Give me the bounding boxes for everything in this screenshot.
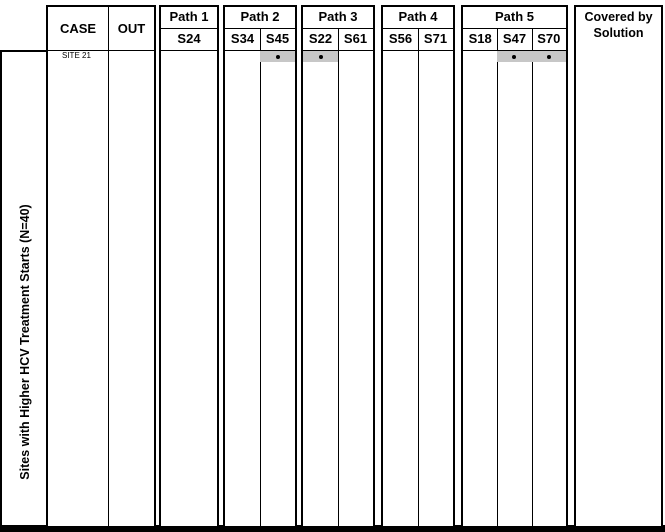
condition-header-s56: S56 xyxy=(383,28,418,48)
case-out-divider xyxy=(108,5,109,528)
condition-cell xyxy=(161,50,217,62)
condition-cell xyxy=(225,50,260,62)
condition-header-s18: S18 xyxy=(463,28,497,48)
covered-header-line1: Covered by xyxy=(584,10,653,24)
sidebar-label: Sites with Higher HCV Treatment Starts (N=40) xyxy=(18,204,32,480)
covered-panel xyxy=(574,5,663,528)
path-5-header: Path 5 xyxy=(494,9,534,24)
condition-header-s61: S61 xyxy=(338,28,373,48)
condition-header-s45: S45 xyxy=(260,28,295,48)
condition-cell xyxy=(463,50,497,62)
case-out-panel xyxy=(46,5,156,528)
membership-dot xyxy=(276,55,280,59)
membership-dot xyxy=(319,55,323,59)
condition-divider xyxy=(338,28,339,528)
condition-cell xyxy=(497,50,531,62)
path-5-panel xyxy=(461,5,568,528)
condition-header-s24: S24 xyxy=(161,28,217,48)
path-3-header: Path 3 xyxy=(318,9,358,24)
table-row-site-label: SITE 21 xyxy=(48,50,108,62)
covered-header-line2: Solution xyxy=(593,26,644,40)
condition-header-s70: S70 xyxy=(532,28,566,48)
path-1-panel xyxy=(159,5,219,528)
condition-header-s22: S22 xyxy=(303,28,338,48)
condition-cell xyxy=(383,50,418,62)
condition-cell xyxy=(303,50,338,62)
sidebar-panel xyxy=(0,50,46,528)
membership-dot xyxy=(547,55,551,59)
condition-header-s71: S71 xyxy=(418,28,453,48)
case-header: CASE xyxy=(59,20,97,36)
condition-cell xyxy=(260,50,295,62)
condition-divider xyxy=(418,28,419,528)
path-2-header: Path 2 xyxy=(240,9,280,24)
condition-cell xyxy=(532,50,566,62)
outcome-cell xyxy=(109,50,154,62)
path-4-header: Path 4 xyxy=(398,9,438,24)
out-header: OUT xyxy=(117,20,146,36)
condition-header-s34: S34 xyxy=(225,28,260,48)
condition-divider xyxy=(532,28,533,528)
path-1-header: Path 1 xyxy=(169,9,209,24)
condition-cell xyxy=(338,50,373,62)
condition-divider xyxy=(260,28,261,528)
condition-cell xyxy=(418,50,453,62)
membership-dot xyxy=(512,55,516,59)
condition-header-s47: S47 xyxy=(497,28,531,48)
condition-divider xyxy=(497,28,498,528)
